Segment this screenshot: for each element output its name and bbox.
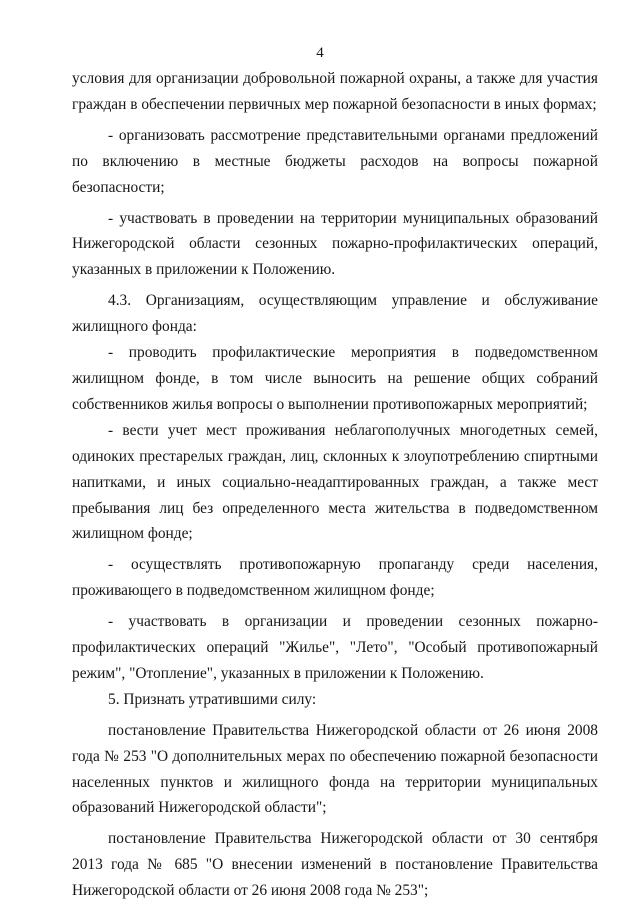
paragraph: - организовать рассмотрение представительными органами предложений по включению в местные бюджеты расходов на вопросы пожарной безопасности; — [72, 126, 598, 196]
page-number: 4 — [316, 45, 324, 61]
paragraph: условия для организации добровольной пожарной охраны, а также для участия граждан в обеспечении первичных мер пожарной безопасности в иных формах; — [72, 70, 598, 113]
paragraph: 4.3. Организациям, осуществляющим управление и обслуживание жилищного фонда: — [72, 292, 598, 336]
paragraph: - проводить профилактические мероприятия в подведомственном жилищном фонде, в том числе выносить на решение общих собраний собственников жилья вопросы о выполнении противопожарных мероприятий; — [72, 344, 598, 413]
paragraph: 5. Признать утратившими силу: — [108, 690, 317, 708]
paragraph: - участвовать в проведении на территории муниципальных образований Нижегородской области сезонных пожарно-профилактических операций, указанных в приложении к Положению. — [72, 209, 598, 279]
document-body — [72, 66, 598, 904]
paragraph: - осуществлять противопожарную пропаганду среди населения, проживающего в подведомственном жилищном фонде; — [72, 556, 598, 600]
paragraph: постановление Правительства Нижегородской области от 30 сентября 2013 года № 685 "О внесении изменений в постановление Правительства Нижегородской области от 26 июня 2008 года № 253"; — [72, 830, 598, 900]
paragraph: - вести учет мест проживания неблагополучных многодетных семей, одиноких престарелых граждан, лиц, склонных к злоупотреблению спиртными напитками, и иных социально-неадаптированных граждан, а также мест пребывания лиц без определенного места жительства в подведомственном жилищном фонде; — [72, 421, 598, 543]
paragraph: - участвовать в организации и проведении сезонных пожарно-профилактических операций "Жилье", "Лето", "Особый противопожарный режим", "Отопление", указанных в приложении к Положению. — [72, 613, 598, 682]
paragraph: постановление Правительства Нижегородской области от 26 июня 2008 года № 253 "О дополнительных мерах по обеспечению пожарной безопасности населенных пунктов и жилищного фонда на территории муниципальных образований Нижегородской области"; — [72, 721, 598, 817]
